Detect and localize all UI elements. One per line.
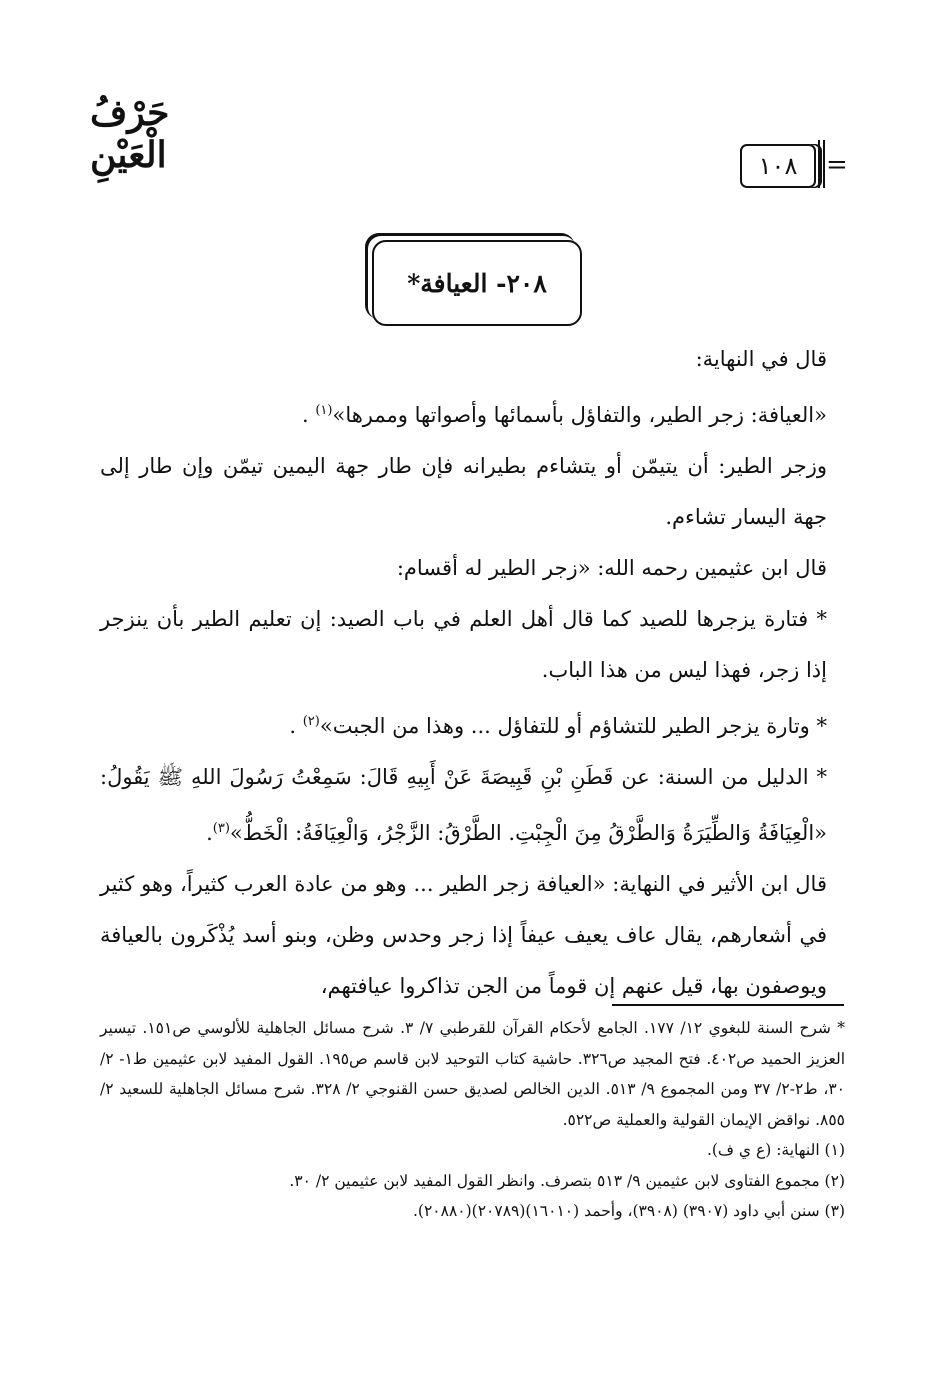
- paragraph-second-type: * وتارة يزجر الطير للتشاؤم أو للتفاؤل ... وهذا من الجبت»$^{(٢)}$ .: [289, 714, 827, 738]
- chapter-title: حَرْفُ الْعَيْنِ: [90, 92, 170, 176]
- footnote-sources: * شرح السنة للبغوي ١٢/ ١٧٧. الجامع لأحكام القرآن للقرطبي ٧/ ٣. شرح مسائل الجاهلية للألوسي ص١٥١. تيسير العزيز الحميد ص٤٠٢. فتح المجيد ص٣٢٦. حاشية كتاب التوحيد لابن قاسم ص١٩٥. القول المفيد لابن عثيمين ط١- ٢/ ٣٠، ط٢-٢/ ٣٧ ومن المجموع ٩/ ٥١٣. الدين الخالص لصديق حسن القنوجي ٢/ ٣٢٨. شرح مسائل الجاهلية للسعيد ٢/ ٨٥٥. نواقض الإيمان القولية والعملية ص٥٢٢.: [100, 1019, 846, 1129]
- page-marker: =: [826, 150, 848, 180]
- paragraph-intro: قال في النهاية:: [695, 347, 827, 371]
- page-number-divider: [818, 140, 825, 188]
- paragraph-hadith: * الدليل من السنة: عن قَطَنِ بْنِ قَبِيصَةَ عَنْ أَبِيهِ قَالَ: سَمِعْتُ رَسُولَ اللهِ ﷺ يَقُولُ: «الْعِيَافَةُ وَالطِّيَرَةُ وَالطَّرْقُ مِنَ الْجِبْتِ. الطَّرْقُ: الزَّجْرُ، وَالْعِيَافَةُ: الْخَطُّ»$^{(٣)}$.: [100, 765, 827, 845]
- paragraph-ibn-athir: قال ابن الأثير في النهاية: «العيافة زجر الطير ... وهو من عادة العرب كثيراً، وهو كثير في أشعارهم، يقال عاف يعيف عيفاً إذا زجر وحدس وظن، وبنو أسد يُذْكَرون بالعيافة ويوصفون بها، قيل عنهم إن قوماً من الجن تذاكروا عيافتهم،: [100, 872, 827, 998]
- footnote-divider: [612, 1004, 844, 1006]
- footnote-2: (٢) مجموع الفتاوى لابن عثيمين ٩/ ٥١٣ بتصرف. وانظر القول المفيد لابن عثيمين ٢/ ٣٠.: [289, 1171, 845, 1190]
- paragraph-definition: «العيافة: زجر الطير، والتفاؤل بأسمائها وأصواتها وممرها»$^{(١)}$ .: [301, 403, 827, 427]
- paragraph-zajr: وزجر الطير: أن يتيمّن أو يتشاءم بطيرانه فإن طار جهة اليمين تيمّن وإن طار إلى جهة اليسار تشاءم.: [100, 454, 827, 529]
- main-text: [100, 334, 845, 1012]
- footnotes: [100, 1013, 845, 1227]
- paragraph-ibn-uthaymin: قال ابن عثيمين رحمه الله: «زجر الطير له أقسام:: [396, 556, 827, 580]
- page-number: ١٠٨: [740, 144, 816, 188]
- paragraph-first-type: * فتارة يزجرها للصيد كما قال أهل العلم في باب الصيد: إن تعليم الطير بأن ينزجر إذا زجر، فهذا ليس من هذا الباب.: [100, 607, 827, 682]
- entry-title: ٢٠٨- العيافة*: [372, 240, 582, 326]
- footnote-3: (٣) سنن أبي داود (٣٩٠٧) (٣٩٠٨)، وأحمد (١٦٠١٠)(٢٠٧٨٩)(٢٠٨٨٠).: [413, 1202, 845, 1220]
- footnote-1: (١) النهاية: (ع ي ف).: [706, 1141, 845, 1159]
